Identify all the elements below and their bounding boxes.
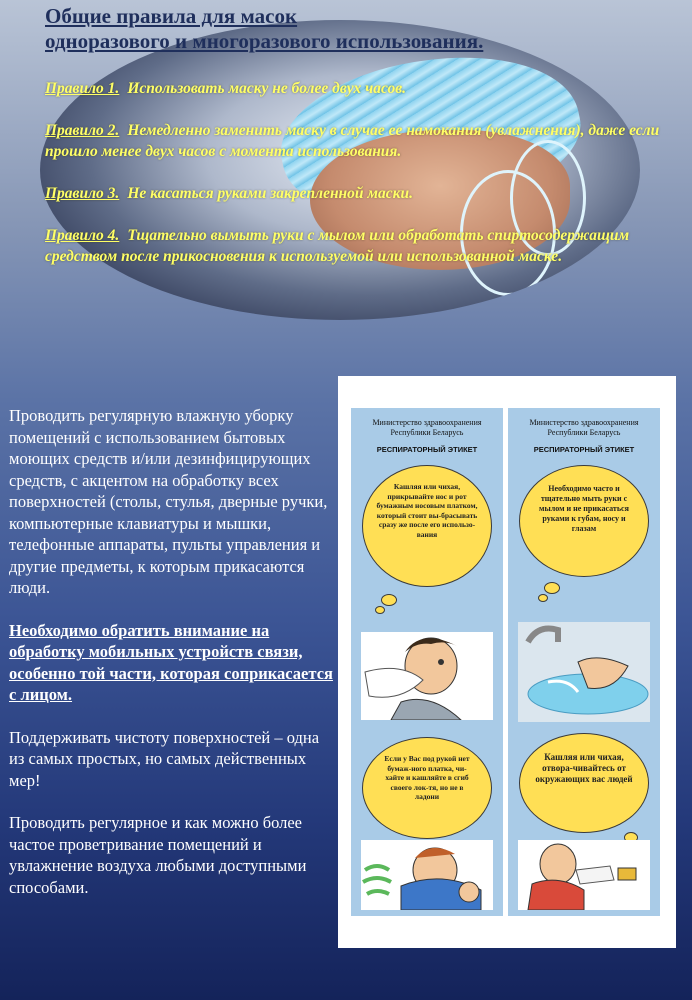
etiquette-heading: РЕСПИРАТОРНЫЙ ЭТИКЕТ	[533, 445, 635, 454]
rule-text: Немедленно заменить маску в случае ее намокания (увлажнения), даже если прошло менее двух часов с момента использования.	[45, 122, 660, 160]
rule-1	[45, 78, 665, 99]
sneezing-man-image	[361, 632, 493, 720]
title-line-2: одноразового и многоразового использования.	[45, 29, 484, 53]
title-line-1: Общие правила для масок	[45, 4, 298, 28]
rule-text: Тщательно вымыть руки с мылом или обработать спиртосодержащим средством после прикосновения к используемой или использованной маске.	[45, 227, 630, 265]
poster-panel-right	[508, 408, 660, 916]
rule-label: Правило 4.	[45, 227, 120, 244]
hygiene-advice	[9, 405, 334, 919]
rule-3	[45, 183, 665, 204]
ministry-caption	[351, 418, 503, 438]
ministry-line-2: Республики Беларусь	[390, 428, 464, 437]
ministry-caption	[508, 418, 660, 438]
rule-text: Использовать маску не более двух часов.	[127, 80, 406, 97]
rule-text: Не касаться руками закрепленной маски.	[127, 185, 414, 202]
ministry-line-2: Республики Беларусь	[547, 428, 621, 437]
rule-label: Правило 1.	[45, 80, 120, 97]
coughing-man-image	[518, 840, 650, 910]
rule-2	[45, 120, 665, 162]
poster-panel-left	[351, 408, 503, 916]
header	[45, 4, 665, 288]
ministry-line-1: Министерство здравоохранения	[529, 418, 639, 427]
rule-label: Правило 3.	[45, 185, 120, 202]
page-title	[45, 4, 665, 54]
cloud-1-text: Кашляя или чихая, прикрывайте нос и рот бумажным носовым платком, который стоит вы-брасывать сразу же после его использо-вания	[376, 482, 478, 539]
advice-cleaning: Проводить регулярную влажную уборку помещений с использованием бытовых моющих средств и/или дезинфицирующих средств, с акцентом на обработку всех поверхностей (столы, стулья, дверные ручки, компьютерные клавиатуры и мышки, телефонные аппараты, пульты управления и другие предметы, к которым прикасаются люди.	[9, 406, 328, 597]
cloud-puff	[538, 594, 548, 602]
cloud-puff	[381, 594, 397, 606]
cloud-puff	[544, 582, 560, 594]
rule-label: Правило 2.	[45, 122, 120, 139]
advice-surfaces: Поддерживать чистоту поверхностей – одна из самых простых, но самых действенных мер!	[9, 727, 320, 790]
hand-washing-image	[518, 622, 650, 722]
advice-ventilation: Проводить регулярное и как можно более частое проветривание помещений и увлажнение воздуха любыми доступными способами.	[9, 813, 307, 897]
etiquette-poster	[338, 376, 676, 948]
ministry-line-1: Министерство здравоохранения	[372, 418, 482, 427]
rule-4	[45, 225, 665, 267]
etiquette-heading: РЕСПИРАТОРНЫЙ ЭТИКЕТ	[376, 445, 478, 454]
cloud-2-text: Необходимо часто и тщательно мыть руки с мылом и не прикасаться руками к губам, носу и глазам	[539, 484, 629, 533]
sneeze-into-elbow-image	[361, 840, 493, 910]
cloud-3-text: Если у Вас под рукой нет бумаж-ного платка, чи-хайте и кашляйте в сгиб своего лок-тя, но не в ладони	[384, 754, 470, 801]
rules-list	[45, 78, 665, 267]
cloud-puff	[375, 606, 385, 614]
cloud-4-text: Кашляя или чихая, отвора-чивайтесь от окружающих вас людей	[535, 752, 633, 784]
advice-mobile-devices: Необходимо обратить внимание на обработку мобильных устройств связи, особенно той части, которая соприкасается с лицом.	[9, 620, 333, 704]
